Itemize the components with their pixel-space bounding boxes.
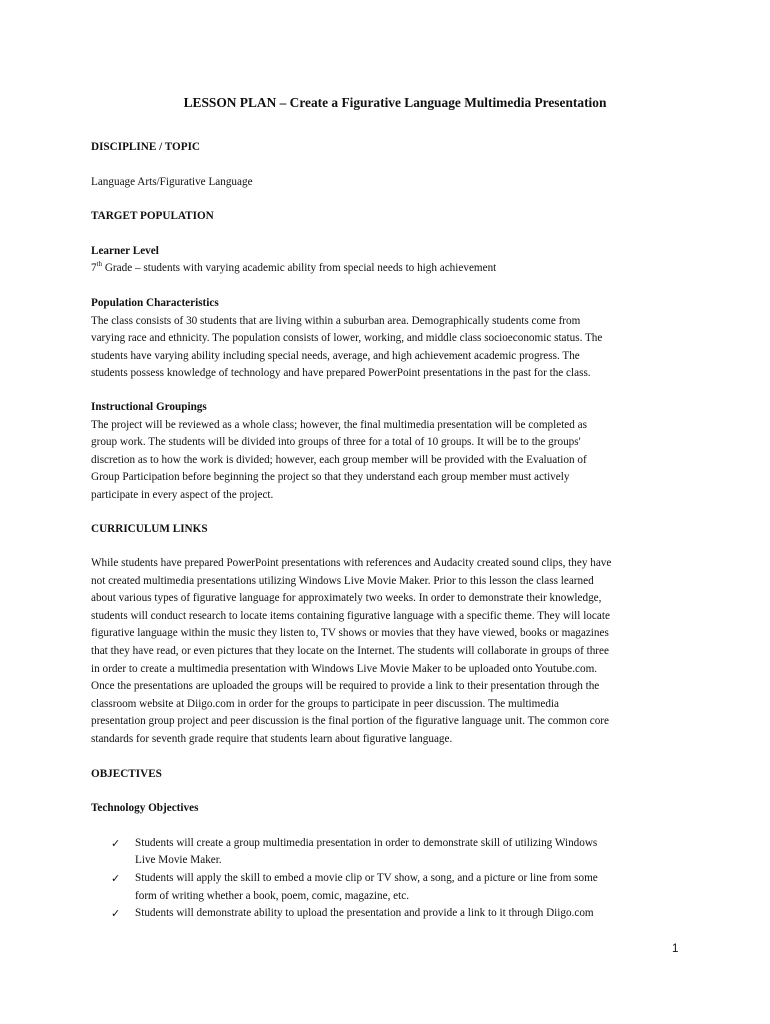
paragraph-line: students possess knowledge of technology and have prepared PowerPoint presentations in the past for the class.: [91, 367, 591, 380]
page-number: 1: [672, 943, 679, 955]
grade-superscript: th: [96, 260, 103, 269]
paragraph-line: students will conduct research to locate items containing figurative language with a specific theme. They will locate: [91, 609, 610, 622]
curriculum-heading: CURRICULUM LINKS: [91, 522, 208, 535]
document-content: [91, 94, 691, 923]
paragraph-line: The project will be reviewed as a whole class; however, the final multimedia presentation will be completed as: [91, 418, 587, 431]
discipline-text: Language Arts/Figurative Language: [91, 175, 253, 188]
paragraph-line: that they have read, or even pictures that they locate on the Internet. The students will collaborate in groups of three: [91, 645, 609, 658]
paragraph-line: presentation group project and peer discussion is the final portion of the figurative language unit. The common core: [91, 715, 610, 728]
grouping-paragraph: [91, 417, 691, 505]
population-heading: Population Characteristics: [91, 296, 219, 309]
learner-level-text: [91, 260, 691, 278]
paragraph-line: classroom website at Diigo.com in order for the groups to participate in peer discussion. The multimedia: [91, 697, 560, 710]
paragraph-line: While students have prepared PowerPoint presentations with references and Audacity created sound clips, they have: [91, 557, 612, 570]
checkmark-icon: ✓: [111, 907, 121, 921]
paragraph-line: not created multimedia presentations utilizing Windows Live Movie Maker. Prior to this lesson the class learned: [91, 574, 594, 587]
paragraph-line: students have varying ability including special needs, average, and high achievement academic progress. The: [91, 349, 580, 362]
technology-objectives-list: [91, 835, 691, 923]
paragraph-line: Group Participation before beginning the project so that they understand each group member must actively: [91, 471, 570, 484]
checkmark-icon: ✓: [111, 872, 121, 885]
technology-objectives-heading: Technology Objectives: [91, 802, 199, 815]
list-item-line: form of writing whether a book, poem, comic, magazine, etc.: [135, 889, 410, 902]
paragraph-line: The class consists of 30 students that are living within a suburban area. Demographically students come from: [91, 314, 581, 327]
grade-number: 7: [91, 262, 97, 275]
target-population-heading: TARGET POPULATION: [91, 210, 214, 223]
paragraph-line: Once the presentations are uploaded the groups will be required to provide a link to their presentation through the: [91, 680, 600, 693]
list-item-line: Students will demonstrate ability to upload the presentation and provide a link to it through Diigo.com: [135, 907, 594, 920]
discipline-heading: DISCIPLINE / TOPIC: [91, 141, 201, 153]
paragraph-line: in order to create a multimedia presentation with Windows Live Movie Maker to be uploaded onto Youtube.com.: [91, 662, 598, 675]
document-title: LESSON PLAN – Create a Figurative Language Multimedia Presentation: [183, 95, 607, 110]
list-item-line: Students will create a group multimedia presentation in order to demonstrate skill of utilizing Windows: [135, 836, 598, 849]
learner-level-heading: Learner Level: [91, 244, 159, 257]
list-item: [91, 870, 691, 905]
paragraph-line: participate in every aspect of the project.: [91, 488, 274, 501]
paragraph-line: figurative language within the music they listen to, TV shows or movies that they have viewed, books or magazines: [91, 627, 609, 640]
paragraph-line: group work. The students will be divided into groups of three for a total of 10 groups. It will be to the groups': [91, 436, 581, 449]
checkmark-icon: ✓: [111, 836, 121, 850]
paragraph-line: about various types of figurative language for approximately two weeks. In order to demonstrate their knowledge,: [91, 592, 602, 605]
learner-level-description: Grade – students with varying academic ability from special needs to high achievement: [102, 262, 497, 275]
list-item: [91, 835, 691, 870]
grouping-heading: Instructional Groupings: [91, 400, 207, 413]
objectives-heading: OBJECTIVES: [91, 767, 162, 780]
list-item: [91, 905, 691, 923]
paragraph-line: standards for seventh grade require that students learn about figurative language.: [91, 733, 453, 746]
paragraph-line: varying race and ethnicity. The population consists of lower, working, and middle class socioeconomic status. The: [91, 332, 603, 345]
list-item-line: Students will apply the skill to embed a movie clip or TV show, a song, and a picture or line from some: [135, 872, 598, 884]
paragraph-line: discretion as to how the work is divided; however, each group member will be provided with the Evaluation of: [91, 453, 587, 466]
population-paragraph: [91, 313, 691, 383]
curriculum-paragraph: [91, 555, 691, 749]
list-item-line: Live Movie Maker.: [135, 854, 222, 867]
